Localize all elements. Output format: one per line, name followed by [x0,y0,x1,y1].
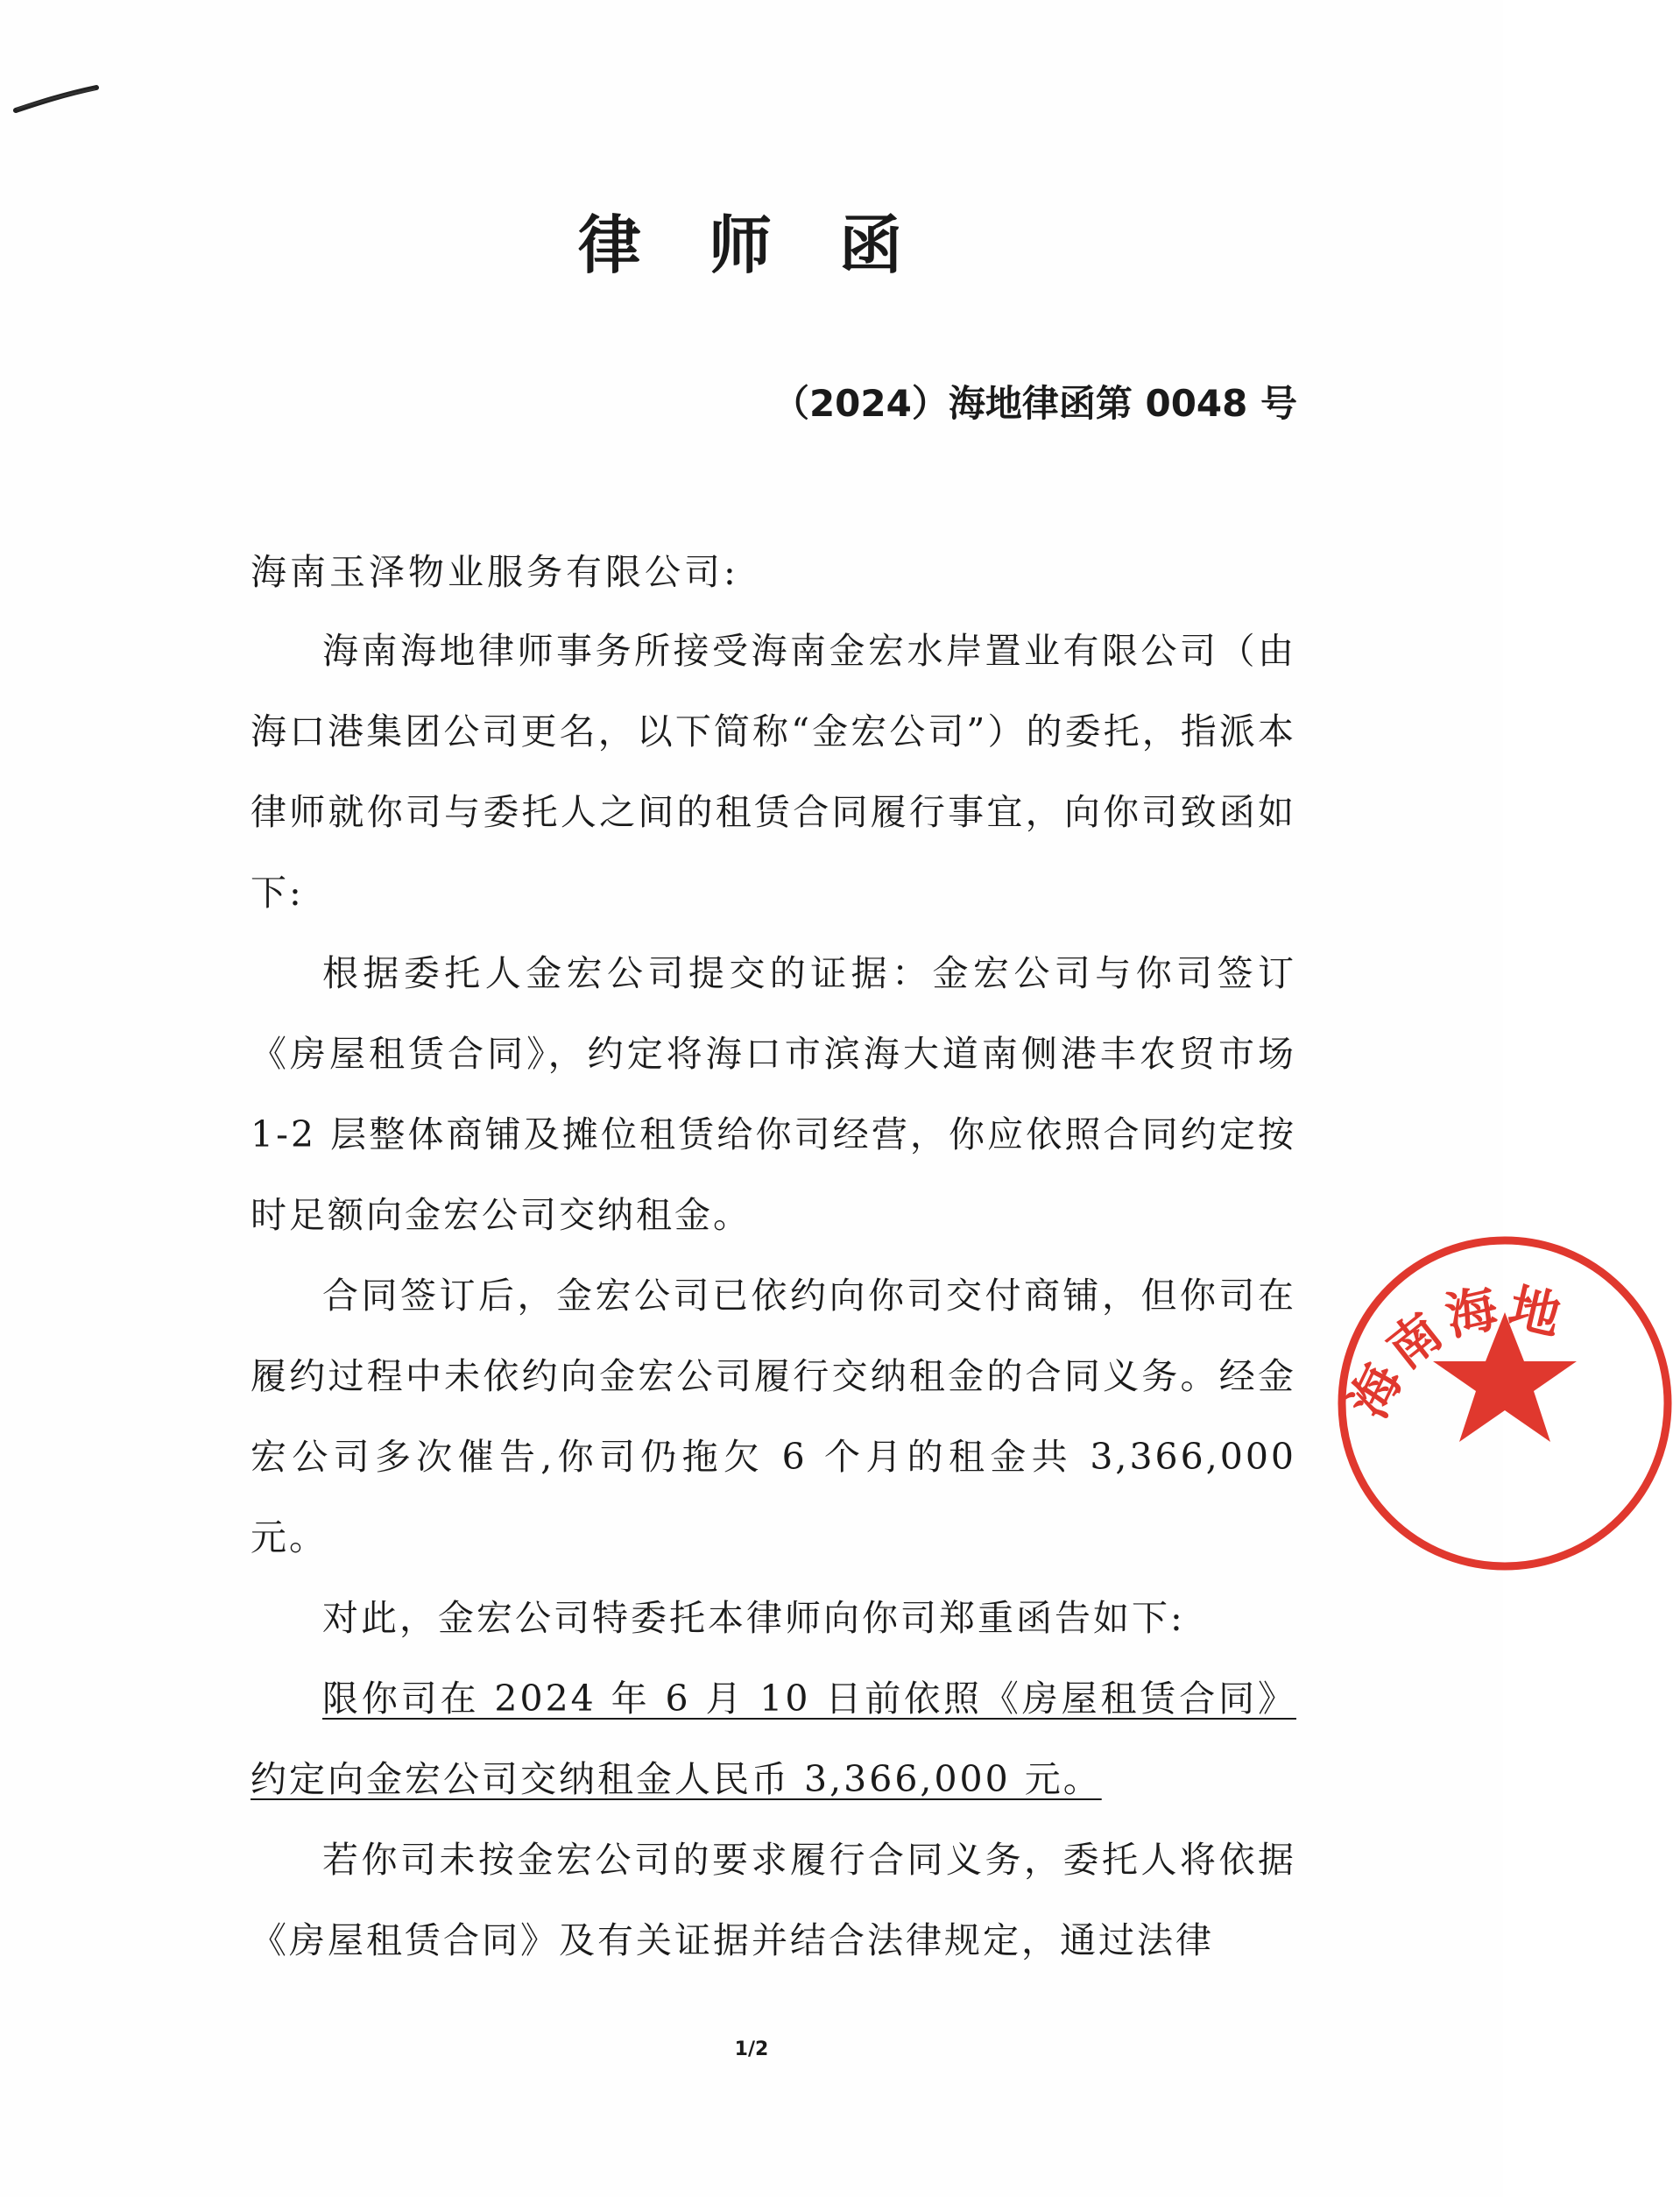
body-paragraph: 合同签订后，金宏公司已依约向你司交付商铺，但你司在履约过程中未依约向金宏公司履行交纳租金的合同义务。经金宏公司多次催告,你司仍拖欠 6 个月的租金共 3,366,000 元。 [251,1275,1296,1558]
letter-body [251,611,1296,1981]
seal-text: 海南海地 [1338,1276,1572,1427]
letter-title: 律 师 函 [577,208,926,282]
demand-paragraph [251,1658,1296,1819]
pen-stroke-mark [11,81,100,116]
official-seal [1330,1228,1680,1579]
body-paragraph: 海南海地律师事务所接受海南金宏水岸置业有限公司（由海口港集团公司更名，以下简称“金宏公司”）的委托，指派本律师就你司与委托人之间的租赁合同履行事宜，向你司致函如下: [251,630,1296,914]
demand-text: 限你司在 2024 年 6 月 10 日前依照《房屋租赁合同》约定向金宏公司交纳租金人民币 3,366,000 元。 [251,1678,1296,1800]
body-paragraph: 对此，金宏公司特委托本律师向你司郑重函告如下: [322,1597,1185,1639]
consequence-paragraph: 若你司未按金宏公司的要求履行合同义务，委托人将依据《房屋租赁合同》及有关证据并结合法律规定，通过法律 [251,1839,1296,1961]
page-number: 1/2 [734,2038,769,2060]
reference-number: （2024）海地律函第 0048 号 [772,382,1297,425]
recipient-line: 海南玉泽物业服务有限公司: [251,551,739,593]
body-paragraph: 根据委托人金宏公司提交的证据：金宏公司与你司签订《房屋租赁合同》，约定将海口市滨海大道南侧港丰农贸市场 1-2 层整体商铺及摊位租赁给你司经营，你应依照合同约定按时足额向金宏公司交纳租金。 [251,952,1296,1236]
